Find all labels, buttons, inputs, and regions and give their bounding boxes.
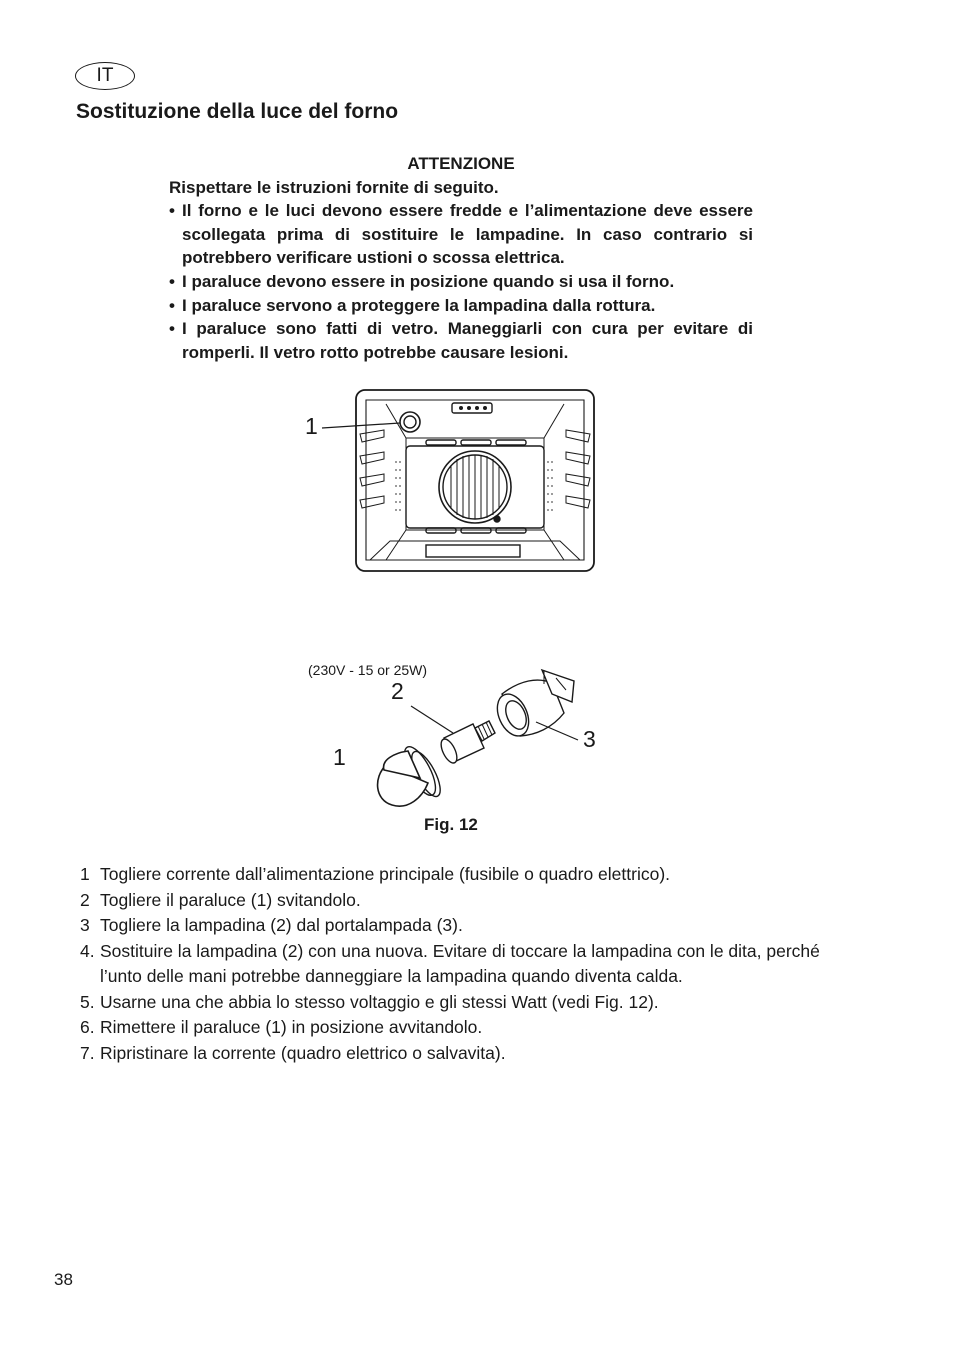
holder-label-3: 3: [583, 726, 596, 752]
step-text: Togliere il paraluce (1) svitandolo.: [100, 889, 361, 910]
oven-label-1: 1: [305, 413, 318, 439]
oven-callout-line: [322, 423, 400, 428]
language-badge: [75, 62, 135, 90]
step-text: Usarne una che abbia lo stesso voltaggio e gli stessi Watt (vedi Fig. 12).: [100, 991, 659, 1012]
step-number: 6.: [80, 1017, 95, 1037]
step-item: [80, 913, 860, 939]
warning-item: • I paraluce devono essere in posizione quando si usa il forno.: [169, 270, 753, 294]
step-text: Togliere corrente dall’alimentazione principale (fusibile o quadro elettrico).: [100, 864, 671, 884]
warning-list: [169, 199, 753, 364]
step-number: 4.: [80, 940, 95, 961]
lamp-parts-illustration: [378, 670, 574, 806]
bulb-callout-line: [411, 706, 453, 733]
step-text: Sostituire la lampadina (2) con una nuova. Evitare di toccare la lampadina con le dita, perché l’unto delle mani potrebbe danneggiare la lampadina quando diventa calda.: [100, 940, 820, 986]
warning-box: [169, 152, 753, 364]
step-number: 2: [80, 889, 90, 910]
step-number: 3: [80, 915, 90, 935]
step-text: Rimettere il paraluce (1) in posizione avvitandolo.: [100, 1017, 483, 1037]
warning-item: • I paraluce servono a proteggere la lampadina dalla rottura.: [169, 294, 753, 318]
step-item: [80, 990, 860, 1016]
page-number: 38: [54, 1270, 73, 1289]
figure-caption: Fig. 12: [424, 815, 478, 834]
warning-heading: ATTENZIONE: [407, 154, 515, 173]
step-number: 5.: [80, 991, 95, 1012]
step-number: 7.: [80, 1042, 95, 1063]
page-title: Sostituzione della luce del forno: [76, 100, 399, 123]
language-code: IT: [96, 65, 114, 86]
step-item: [80, 1015, 860, 1041]
warning-item: • I paraluce sono fatti di vetro. Maneggiarli con cura per evitare di romperli. Il vetro rotto potrebbe causare lesioni.: [169, 317, 753, 364]
warning-intro: Rispettare le istruzioni fornite di seguito.: [169, 177, 499, 197]
step-item: [80, 862, 860, 888]
bulb-label-2: 2: [391, 678, 404, 704]
warning-item: • Il forno e le luci devono essere fredde e l’alimentazione deve essere scollegata prima di sostituire le lampadine. In caso contrario si potrebbero verificare ustioni o scossa elettrica.: [169, 199, 753, 270]
step-item: [80, 888, 860, 914]
cover-label-1: 1: [333, 744, 346, 770]
instruction-steps: [80, 862, 860, 1066]
step-text: Togliere la lampadina (2) dal portalampada (3).: [100, 915, 463, 935]
oven-cavity-illustration: [356, 390, 594, 571]
step-text: Ripristinare la corrente (quadro elettrico o salvavita).: [100, 1042, 506, 1063]
step-item: [80, 1041, 860, 1067]
step-number: 1: [80, 864, 90, 884]
step-item: [80, 939, 860, 990]
holder-callout-line: [536, 722, 578, 740]
lamp-spec-label: (230V - 15 or 25W): [308, 662, 428, 678]
